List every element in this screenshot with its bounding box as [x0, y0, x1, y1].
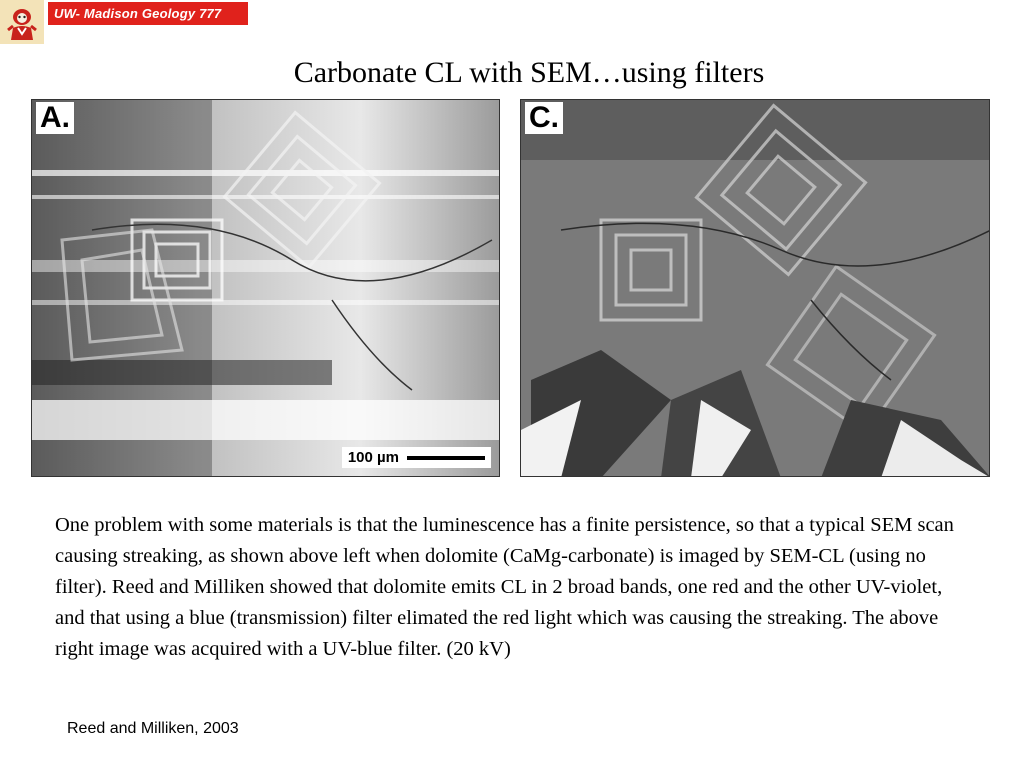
panel-label-c: C.: [525, 102, 563, 134]
slide-title: Carbonate CL with SEM…using filters: [293, 56, 765, 89]
body-paragraph: One problem with some materials is that the luminescence has a finite persistence, so that a typical SEM scan causing streaking, as shown above left when dolomite (CaMg-carbonate) is imaged by SEM-CL (using no filter). Reed and Milliken showed that dolomite emits CL in 2 broad bands, one red and the other UV-violet, and that using a blue (transmission) filter elimated the red light which was causing the streaking. The above right image was acquired with a UV-blue filter. (20 kV): [55, 514, 954, 660]
sem-cl-image-uv-blue-filter: [520, 99, 990, 477]
citation: Reed and Milliken, 2003: [67, 720, 239, 737]
header-banner: UW- Madison Geology 777: [48, 2, 248, 25]
uw-badger-logo-icon: [0, 0, 44, 44]
panel-label-a: A.: [36, 102, 74, 134]
scale-bar: [342, 447, 491, 468]
scale-bar-line: [407, 456, 485, 460]
sem-cl-image-no-filter: [31, 99, 500, 477]
scale-bar-label: 100 µm: [347, 449, 399, 466]
